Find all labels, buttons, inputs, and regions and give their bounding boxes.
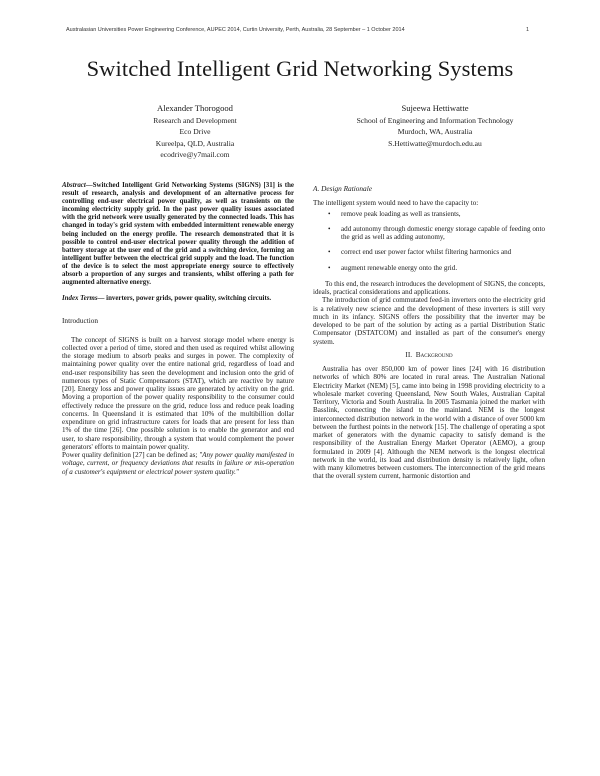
- power-quality-definition: [62, 451, 294, 476]
- author-block-2: [330, 103, 540, 149]
- list-item: [313, 264, 545, 272]
- inverters-paragraph: The introduction of grid commutated feed-in inverters onto the electricity grid is a relatively new science and the development of these inverters is still very much in its infancy. SIGNS offers the possibility that the inverter may be developed to be part of the solution by acting as a partial Distribution Static Compensator (DSTATCOM) and installed as part of the consumer's energy system.: [313, 296, 545, 346]
- section-numeral: II.: [405, 349, 413, 359]
- background-paragraph: Australia has over 850,000 km of power lines [24] with 16 distribution networks of which 80% are located in rural areas. The Australian National Electricity Market (NEM) [5], came into being in 1998 providing electricity to a wholesale market covering Queensland, New South Wales, Australian Capital Territory, Victoria and South Australia. In 2005 Tasmania joined the market with Basslink, connecting the island to the mainland. NEM is the longest interconnected distribution network in the world with a distance of over 5000 km between the furthest points in the network [15]. The challenge of operating a spot market of generators with the dynamic capacity to satisfy demand is the responsibility of the Australian Energy Market Operator (AEMO), a group formulated in 2009 [4]. Although the NEM network is the longest electrical network in the world, its load and distribution density is relatively light, often with many kilometres between customers. The interconnection of the grid means that the overall system current, harmonic distortion and: [313, 365, 545, 481]
- index-terms-dash: —: [97, 295, 105, 303]
- author-affiliation: Research and Development: [153, 116, 237, 126]
- list-item-text: remove peak loading as well as transients,: [341, 209, 461, 218]
- research-paragraph: To this end, the research introduces the development of SIGNS, the concepts, ideals, practical considerations and applications.: [313, 279, 545, 296]
- abstract-label: Abstract: [62, 182, 86, 189]
- right-column: [313, 182, 545, 481]
- author-name: Sujeewa Hettiwatte: [401, 103, 469, 113]
- author-email: ecodrive@y7mail.com: [160, 149, 230, 159]
- index-terms-body: inverters, power grids, power quality, switching circuits.: [106, 295, 272, 303]
- intro-paragraph: The concept of SIGNS is built on a harvest storage model where energy is collected over a period of time, stored and then used as required whilst allowing the storage medium to absorb peaks and surges in power. The complexity of maintaining power quality over the entire national grid, regardless of load and end-user responsibility has seen the development and inclusion onto the grid of numerous types of Static Compensators (STAT), which are reactive by nature [20]. Energy loss and power quality issues are generated by activity on the grid. Moving a proportion of the power quality responsibility to the consumer could effectively reduce the pressure on the grid, reduce loss and reduce peak loading concerns. In Queensland it is estimated that 10% of the multibillion dollar expenditure on grid infrastructure caters for loads that are present for less than 1% of the time [26]. One possible solution is to enable the generator and end user, to share responsibility, through a system that would complement the power generators' efforts to maintain power quality.: [62, 335, 294, 451]
- running-header: Australasian Universities Power Engineering Conference, AUPEC 2014, Curtin University, Perth, Australia, 28 September – 1 October 2014: [66, 27, 405, 33]
- list-item: [313, 225, 545, 242]
- author-name: Alexander Thorogood: [157, 103, 233, 113]
- author-location: Kureelpa, QLD, Australia: [155, 138, 235, 148]
- author-location: Murdoch, WA, Australia: [397, 127, 473, 137]
- author-affiliation: School of Engineering and Information Technology: [356, 116, 514, 126]
- bullet-icon: •: [328, 224, 331, 233]
- bullet-icon: •: [328, 263, 331, 272]
- list-item-text: augment renewable energy onto the grid.: [341, 263, 458, 272]
- list-item: [313, 210, 545, 218]
- author-email: S.Hettiwatte@murdoch.edu.au: [388, 138, 482, 148]
- list-item: [313, 248, 545, 256]
- section-heading-introduction: Introduction: [62, 316, 99, 326]
- abstract: [62, 182, 294, 287]
- subsection-heading-design-rationale: A. Design Rationale: [313, 184, 372, 193]
- section-heading-background: [313, 351, 545, 359]
- section-title: Background: [415, 349, 453, 359]
- abstract-body: Switched Intelligent Grid Networking Systems (SIGNS) [31] is the result of research, analysis and development of an alternative process for controlling end-user electrical power quality, as well as transients on the incoming electricity supply grid. In the past power quality issues associated with the grid network were usually generated by the connected loads. This has changed in today's grid system with embedded intermittent renewable energy being included on the energy profile. The research demonstrated that it is possible to control end-user electrical power quality through the addition of battery storage at the user end of the grid and a switching device, forming an intelligent buffer between the electrical grid supply and the load. The function of the device is to select the most appropriate energy source to effectively absorb a proportion of any surges and transients, whilst offering a path for augmented alternative energy.: [62, 182, 294, 287]
- paper-title: Switched Intelligent Grid Networking Systems: [86, 56, 514, 81]
- capacity-list: [313, 210, 545, 272]
- page-number: 1: [526, 27, 530, 33]
- index-terms-label: Index Terms: [62, 295, 98, 303]
- bullet-icon: •: [328, 248, 331, 257]
- abstract-dash: —: [85, 182, 93, 189]
- author-organization: Eco Drive: [179, 127, 211, 137]
- list-item-text: correct end user power factor whilst filtering harmonics and: [341, 248, 512, 257]
- bullet-icon: •: [328, 209, 331, 218]
- list-item-text: add autonomy through domestic energy storage capable of feeding onto the grid as well as adding autonomy,: [341, 224, 545, 241]
- definition-quote: "Any power quality manifested in voltage, current, or frequency deviations that results in failure or mis-operation of a customer's equipment or electrical power system quality.": [62, 451, 294, 476]
- definition-lead: Power quality definition [27] can be defined as;: [62, 451, 200, 460]
- index-terms: [62, 295, 294, 303]
- left-column: [62, 182, 294, 476]
- author-block-1: [90, 103, 300, 160]
- design-intro: The intelligent system would need to have the capacity to:: [313, 199, 479, 208]
